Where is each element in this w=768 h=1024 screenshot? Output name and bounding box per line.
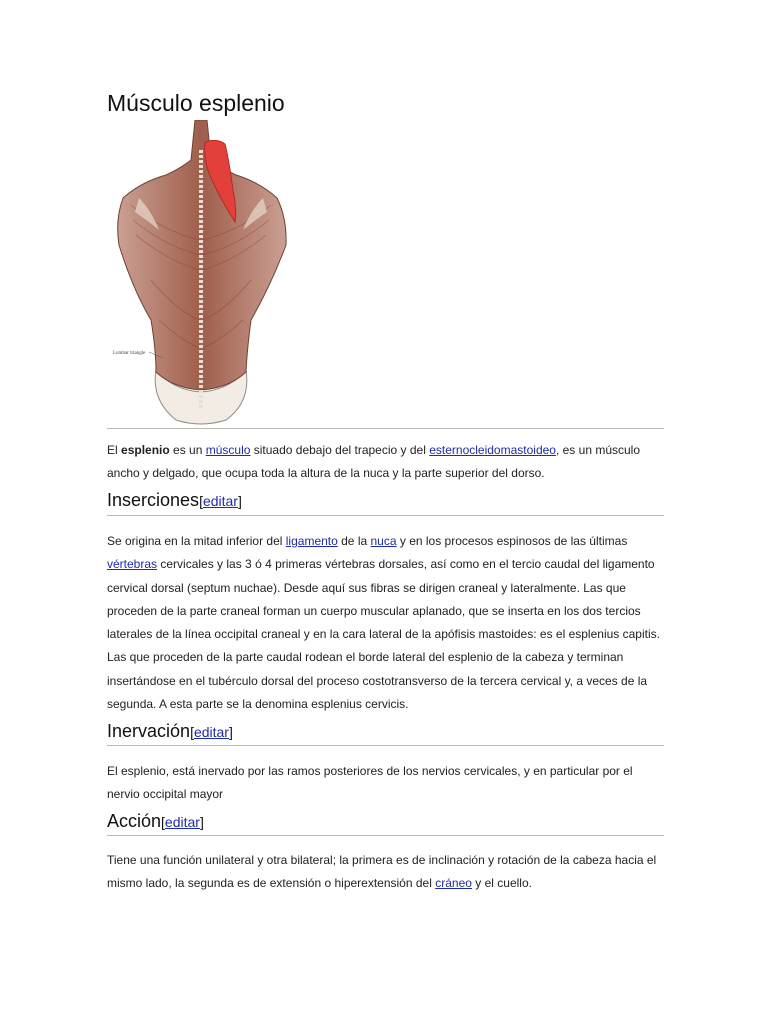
section-divider: [107, 515, 664, 516]
link-ligamento[interactable]: ligamento: [285, 534, 338, 548]
figure-caption: Lumbar triangle: [113, 351, 146, 356]
inervacion-paragraph: El esplenio, está inervado por las ramos posteriores de los nervios cervicales, y en particular por el nervio occipital mayor: [107, 764, 633, 802]
edit-link-inervacion[interactable]: editar: [193, 724, 229, 740]
intro-paragraph: El esplenio es un músculo situado debajo del trapecio y del esternocleidomastoideo, es un músculo ancho y delgado, que ocupa toda la altura de la nuca y la parte superior del dorso.: [107, 443, 641, 481]
section-divider: [107, 835, 664, 836]
accion-paragraph: Tiene una función unilateral y otra bilateral; la primera es de inclinación y rotación de la cabeza hacia el mismo lado, la segunda es de extensión o hiperextensión del cráneo y el cuello.: [107, 853, 657, 891]
section-heading-accion: Acción[editar]: [107, 811, 204, 831]
page-title: Músculo esplenio: [107, 90, 285, 116]
section-heading-inserciones: Inserciones[editar]: [107, 490, 242, 510]
divider: [107, 428, 664, 429]
link-esternocleidomastoideo[interactable]: esternocleidomastoideo: [429, 443, 556, 457]
link-nuca[interactable]: nuca: [370, 534, 397, 548]
link-musculo[interactable]: músculo: [205, 443, 251, 457]
link-vertebras[interactable]: vértebras: [107, 557, 158, 572]
edit-link-accion[interactable]: editar: [164, 814, 200, 830]
anatomy-figure: [111, 120, 291, 428]
section-divider: [107, 745, 664, 746]
bold-term: esplenio: [121, 443, 170, 457]
edit-link-inserciones[interactable]: editar: [202, 493, 238, 509]
section-heading-inervacion: Inervación[editar]: [107, 721, 233, 741]
link-craneo[interactable]: cráneo: [435, 876, 472, 891]
inserciones-paragraph: Se origina en la mitad inferior del ligamento de la nuca y en los procesos espinosos de las últimas vértebras cervicales y las 3 ó 4 primeras vértebras dorsales, así como en el tercio caudal del ligamento cervical dorsal (septum nuchae). Desde aquí sus fibras se dirigen craneal y lateralmente. Las que proceden de la parte craneal forman un cuerpo muscular aplanado, que se inserta en los dos tercios laterales de la línea occipital craneal y en la cara lateral de la apófisis mastoides: es el esplenius capitis. Las que proceden de la parte caudal rodean el borde lateral del esplenio de la cabeza y terminan insertándose en el tubérculo dorsal del proceso costotransverso de la tercera cervical y, a veces de la segunda. A esta parte se la denomina esplenius cervicis.: [107, 534, 660, 712]
